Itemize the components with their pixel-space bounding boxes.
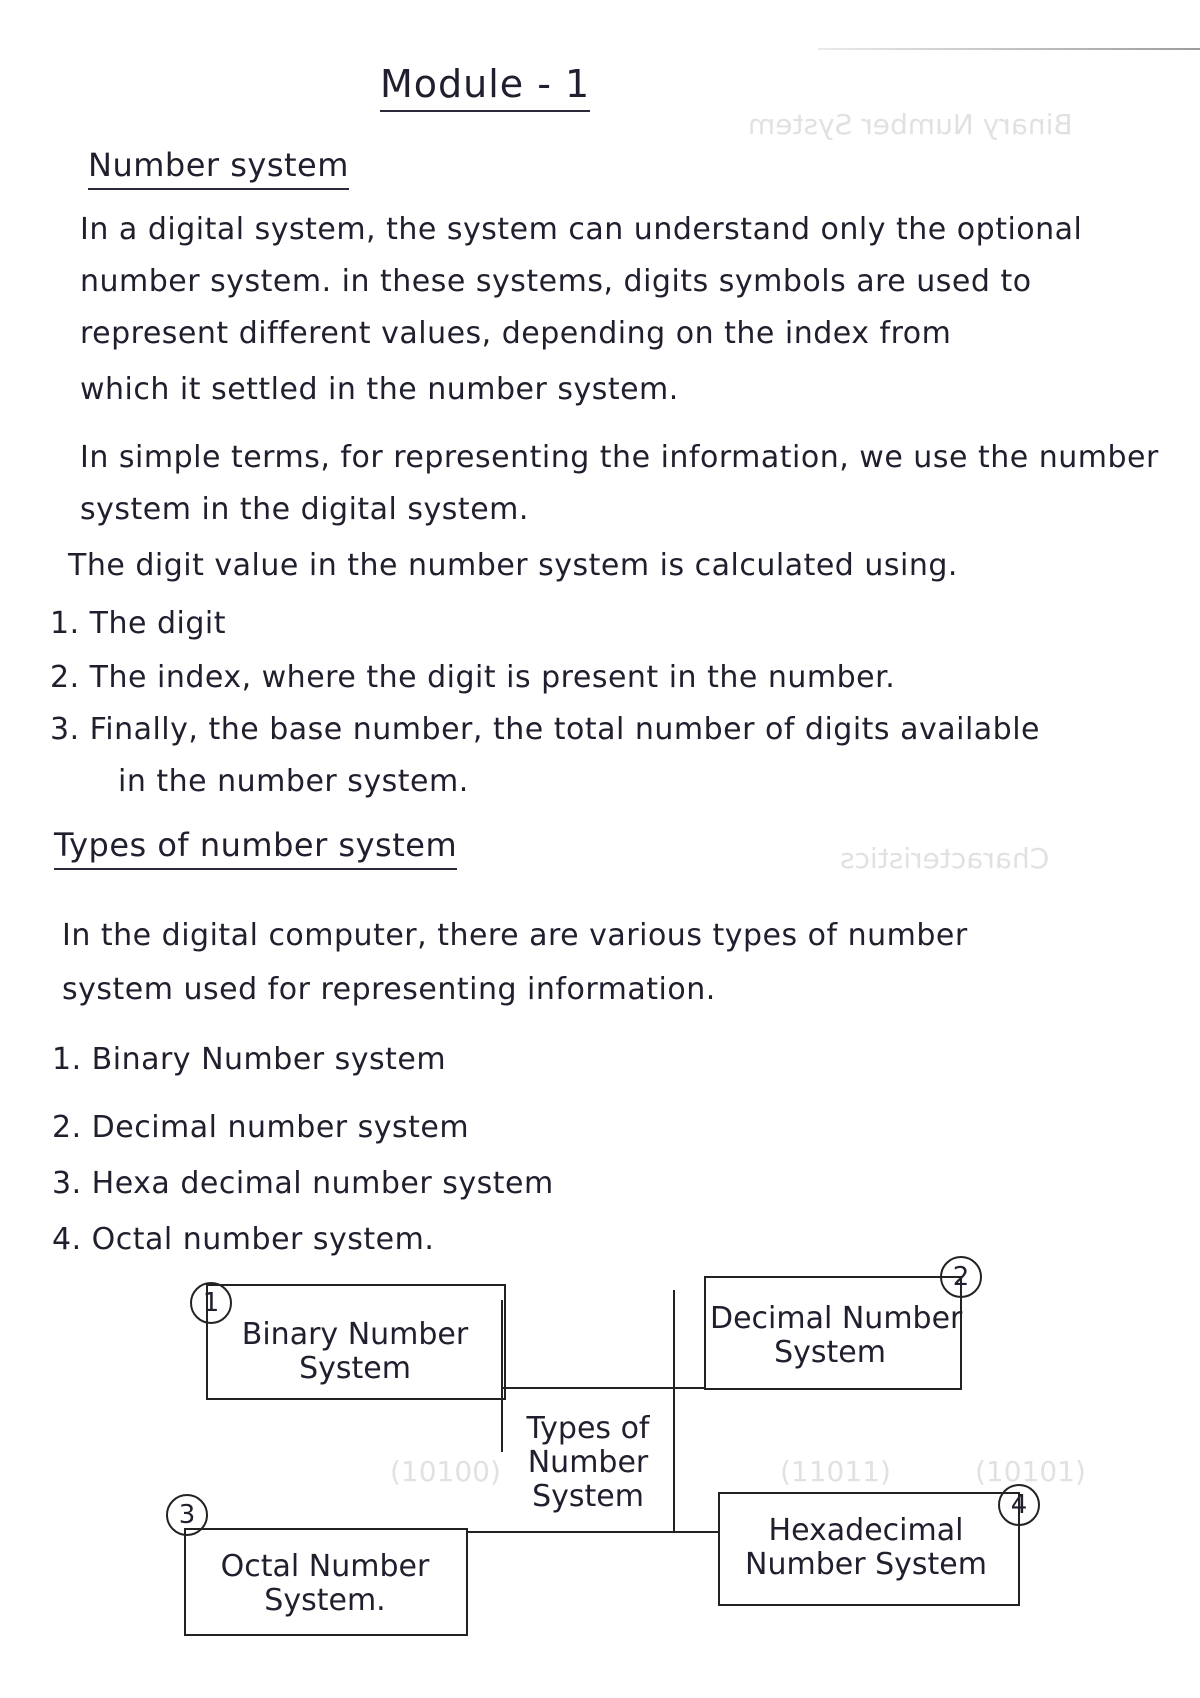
list-item: 1. The digit bbox=[50, 606, 227, 641]
paragraph-line: represent different values, depending on the index from bbox=[80, 316, 952, 351]
list-item: 3. Finally, the base number, the total number of digits available bbox=[50, 712, 1041, 747]
box-label-line: Decimal Number bbox=[710, 1301, 963, 1336]
list-item: 2. Decimal number system bbox=[52, 1110, 470, 1145]
paragraph-line: In simple terms, for representing the information, we use the number bbox=[80, 440, 1159, 475]
paragraph-line: In the digital computer, there are various types of number bbox=[62, 918, 968, 953]
list-item: 2. The index, where the digit is present in the number. bbox=[50, 660, 896, 695]
center-label-line: System bbox=[532, 1479, 644, 1514]
diagram-number-badge: 1 bbox=[190, 1282, 232, 1324]
bleed-through-text: Binary Number System bbox=[748, 108, 1073, 141]
paragraph-line: which it settled in the number system. bbox=[80, 372, 679, 407]
diagram-box-label bbox=[710, 1301, 963, 1370]
box-label-line: System bbox=[774, 1335, 886, 1370]
paragraph-line: The digit value in the number system is calculated using. bbox=[68, 548, 958, 583]
center-label-line: Types of bbox=[526, 1411, 650, 1446]
box-label-line: Hexadecimal bbox=[768, 1513, 964, 1548]
diagram-box-label bbox=[726, 1514, 1006, 1582]
box-label-line: Octal Number bbox=[220, 1549, 430, 1584]
paragraph-line: system used for representing information. bbox=[62, 972, 716, 1007]
page-title: Module - 1 bbox=[380, 62, 590, 112]
list-item: 4. Octal number system. bbox=[52, 1222, 435, 1257]
list-item: 1. Binary Number system bbox=[52, 1042, 447, 1077]
diagram-number-badge: 4 bbox=[998, 1484, 1040, 1526]
section-heading: Types of number system bbox=[54, 826, 457, 870]
list-item: 3. Hexa decimal number system bbox=[52, 1166, 554, 1201]
paragraph-line: In a digital system, the system can understand only the optional bbox=[80, 212, 1083, 247]
bleed-through-text: Characteristics bbox=[840, 842, 1050, 875]
diagram-box-label bbox=[220, 1318, 490, 1386]
diagram-number-badge: 2 bbox=[940, 1256, 982, 1298]
bleed-through-text: (10100) bbox=[390, 1455, 501, 1488]
box-label-line: Binary Number bbox=[241, 1317, 469, 1352]
box-label-line: System bbox=[299, 1351, 411, 1386]
bleed-through-text: (10101) bbox=[975, 1455, 1086, 1488]
paragraph-line: system in the digital system. bbox=[80, 492, 529, 527]
diagram-center-label bbox=[500, 1412, 676, 1514]
diagram-number-badge: 3 bbox=[166, 1494, 208, 1536]
box-label-line: Number System bbox=[745, 1547, 987, 1582]
section-heading: Number system bbox=[88, 146, 349, 190]
paragraph-line: number system. in these systems, digits symbols are used to bbox=[80, 264, 1032, 299]
box-label-line: System. bbox=[264, 1583, 386, 1618]
bleed-through-text: (11011) bbox=[780, 1455, 891, 1488]
center-label-line: Number bbox=[527, 1445, 649, 1480]
list-item-continuation: in the number system. bbox=[118, 764, 469, 799]
diagram-box-label bbox=[200, 1550, 450, 1618]
